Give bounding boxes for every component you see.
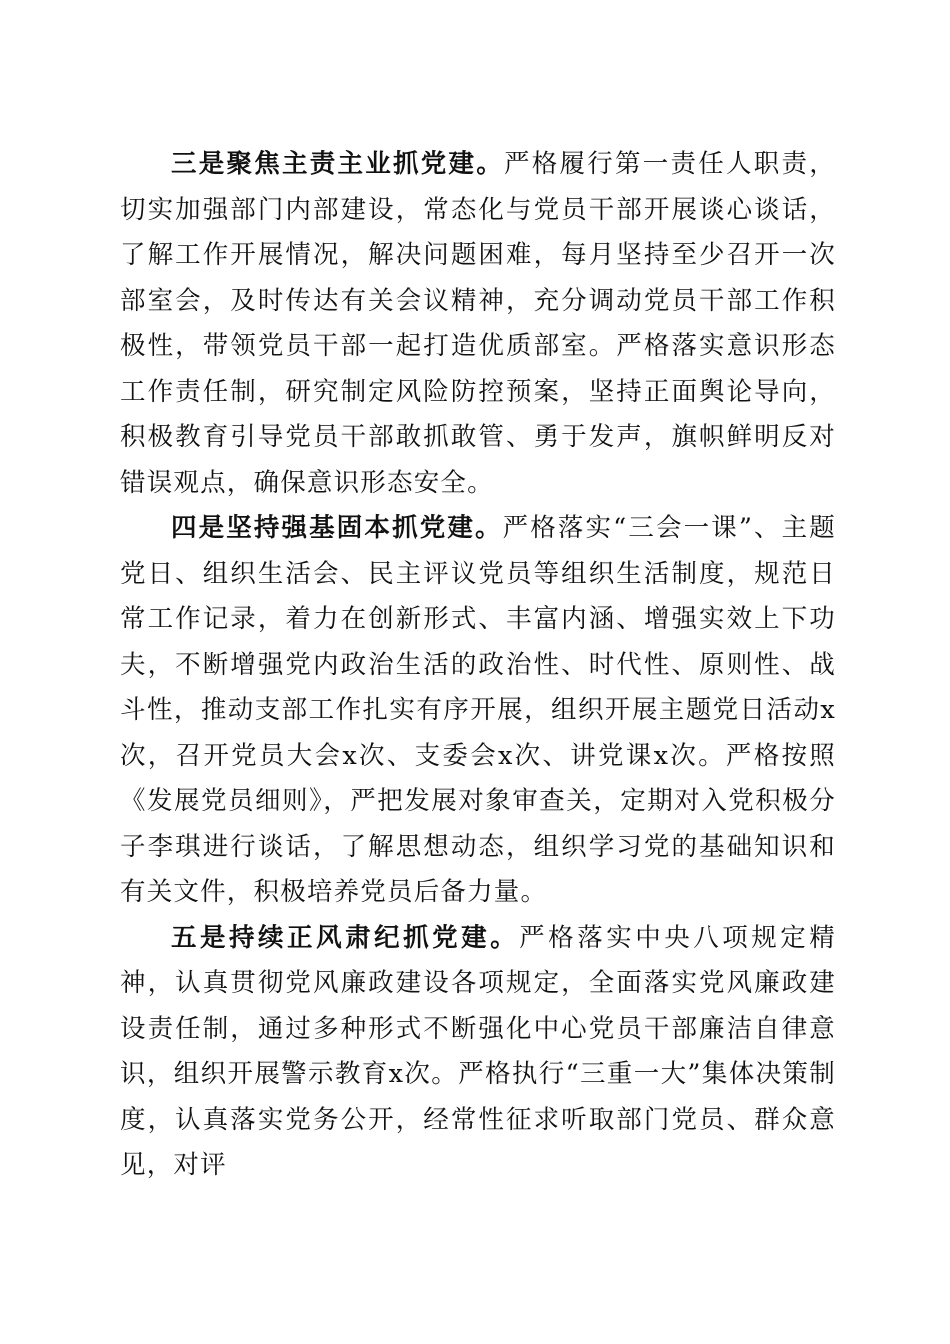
- paragraph-3-lead: 五是持续正风肃纪抓党建。: [171, 922, 520, 953]
- paragraph-3: [120, 916, 836, 1189]
- paragraph-1-lead: 三是聚焦主责主业抓党建。: [171, 149, 505, 179]
- paragraph-1: [120, 142, 836, 506]
- paragraph-3-body: 严格落实中央八项规定精神，认真贯彻党风廉政建设各项规定，全面落实党风廉政建设责任制，通过多种形式不断强化中心党员干部廉洁自律意识，组织开展警示教育x次。严格执行“三重一大”集体决策制度，认真落实党务公开，经常性征求听取部门党员、群众意见，对评: [120, 922, 837, 1180]
- paragraph-2-lead: 四是坚持强基固本抓党建。: [171, 513, 503, 543]
- document-body: [120, 142, 836, 1189]
- paragraph-1-body: 严格履行第一责任人职责，切实加强部门内部建设，常态化与党员干部开展谈心谈话，了解工作开展情况，解决问题困难，每月坚持至少召开一次部室会，及时传达有关会议精神，充分调动党员干部工作积极性，带领党员干部一起打造优质部室。严格落实意识形态工作责任制，研究制定风险防控预案，坚持正面舆论导向，积极教育引导党员干部敢抓敢管、勇于发声，旗帜鲜明反对错误观点，确保意识形态安全。: [120, 149, 836, 498]
- paragraph-2: [120, 506, 836, 916]
- paragraph-2-body: 严格落实“三会一课”、主题党日、组织生活会、民主评议党员等组织生活制度，规范日常工作记录，着力在创新形式、丰富内涵、增强实效上下功夫，不断增强党内政治生活的政治性、时代性、原则性、战斗性，推动支部工作扎实有序开展，组织开展主题党日活动x次，召开党员大会x次、支委会x次、讲党课x次。严格按照《发展党员细则》，严把发展对象审查关，定期对入党积极分子李琪进行谈话，了解思想动态，组织学习党的基础知识和有关文件，积极培养党员后备力量。: [120, 513, 836, 907]
